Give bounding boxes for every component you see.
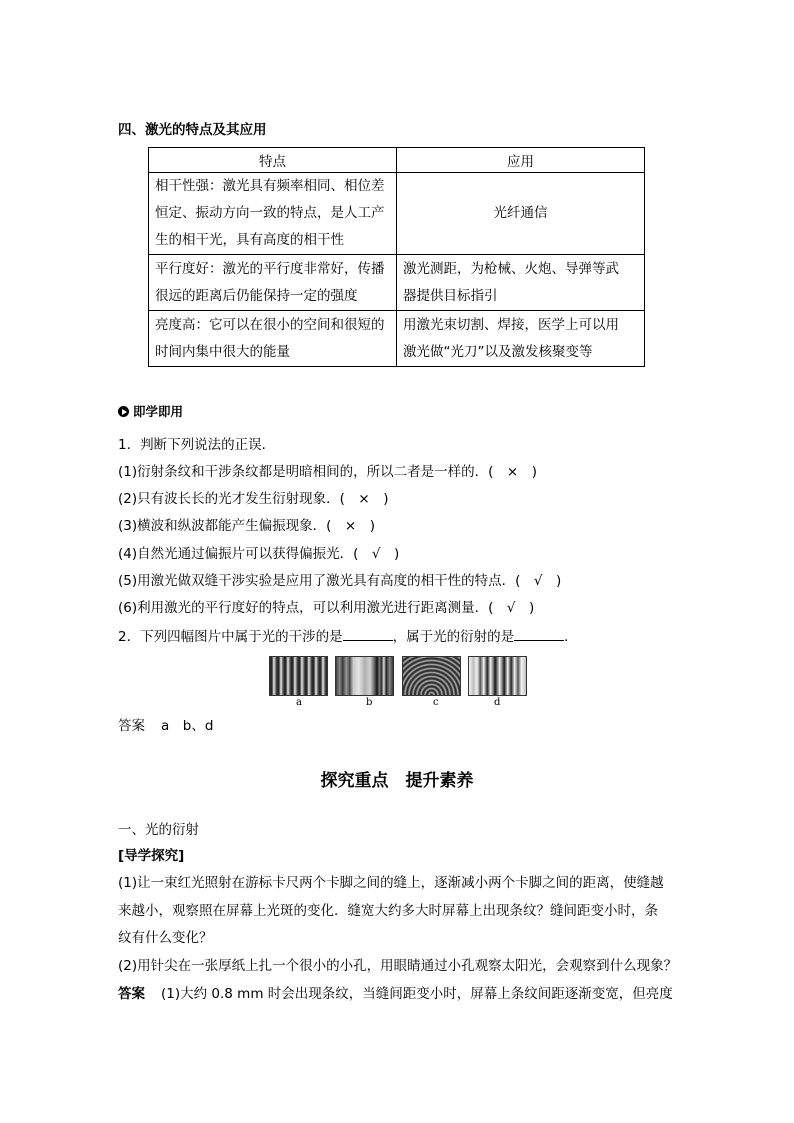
statement-5: (5)用激光做双缝干涉实验是应用了激光具有高度的相干性的特点．( √ )	[118, 573, 562, 589]
answer-value: a b、d	[161, 718, 214, 734]
statement-2: (2)只有波长长的光才发生衍射现象．( × )	[118, 491, 389, 507]
statement-1: (1)衍射条纹和干涉条纹都是明暗相间的，所以二者是一样的．( × )	[118, 464, 537, 480]
cell-line: 相干性强：激光具有频率相同、相位差	[155, 178, 385, 194]
cell-line: 平行度好：激光的平行度非常好，传播	[155, 260, 385, 277]
statement-6: (6)利用激光的平行度好的特点，可以利用激光进行距离测量．( √ )	[118, 600, 535, 616]
table-cell-application	[397, 173, 645, 255]
table-cell-feature	[149, 173, 397, 255]
cell-line: 光纤通信	[493, 205, 548, 221]
laser-feature-table	[148, 147, 645, 367]
answer-label: 答案	[118, 986, 145, 1002]
statement-4: (4)自然光通过偏振片可以获得偏振光．( √ )	[118, 546, 400, 562]
practice-heading-text: 即学即用	[133, 404, 184, 419]
question-1: 1．判断下列说法的正误．	[118, 437, 276, 453]
figure-label-d: d	[494, 697, 501, 708]
cell-line: 恒定、振动方向一致的特点，是人工产	[155, 205, 385, 221]
answer-blank-diffraction	[514, 627, 564, 641]
figure-c-circular-fringes	[402, 656, 461, 696]
cell-line: 激光做“光刀”以及激发核聚变等	[403, 343, 593, 360]
answer-blank-interference	[343, 627, 393, 641]
figure-a-interference-fringes	[269, 656, 328, 696]
cell-line: 器提供目标指引	[403, 287, 498, 304]
figure-d-diffraction-pattern	[468, 656, 527, 696]
play-circle-icon	[118, 406, 129, 417]
table-header-row	[149, 148, 645, 173]
table-cell-application	[397, 311, 645, 367]
q2-text-part2: ，属于光的衍射的是	[392, 629, 515, 645]
cell-line: 生的相干光，具有高度的相干性	[155, 232, 344, 248]
q2-text-part1: 2．下列四幅图片中属于光的干涉的是	[118, 629, 343, 645]
guide-label: [导学探究]	[118, 848, 185, 864]
q2-text-end: ．	[564, 629, 578, 645]
cell-line: 激光测距，为枪械、火炮、导弹等武	[403, 260, 619, 277]
practice-heading	[118, 404, 183, 420]
figure-b-single-slit-diffraction	[335, 656, 394, 696]
part1-line-4: (2)用针尖在一张厚纸上扎一个很小的小孔，用眼睛通过小孔观察太阳光，会观察到什么现象？	[118, 958, 678, 974]
cell-line: 很远的距离后仍能保持一定的强度	[155, 287, 358, 304]
part1-line-3: 纹有什么变化？	[118, 930, 213, 946]
answer-text: (1)大约 0.8 mm 时会出现条纹，当缝间距变小时，屏幕上条纹间距逐渐变宽，但亮度	[161, 986, 673, 1002]
cell-line: 用激光束切割、焊接，医学上可以用	[403, 316, 619, 333]
table-row	[149, 255, 645, 311]
cell-line: 亮度高：它可以在很小的空间和很短的	[155, 316, 385, 333]
table-cell-feature	[149, 311, 397, 367]
table-header-application: 应用	[397, 148, 645, 173]
question-2	[118, 627, 578, 645]
table-cell-application	[397, 255, 645, 311]
figure-label-a: a	[296, 697, 302, 708]
figure-label-c: c	[433, 697, 439, 708]
part1-answer	[118, 986, 673, 1002]
figure-label-b: b	[366, 697, 373, 708]
table-cell-feature	[149, 255, 397, 311]
part1-line-1: (1)让一束红光照射在游标卡尺两个卡脚之间的缝上，逐渐减小两个卡脚之间的距离，使缝越	[118, 875, 664, 891]
section-title-laser: 四、激光的特点及其应用	[118, 122, 267, 138]
cell-line: 时间内集中很大的能量	[155, 343, 290, 360]
practice-answer	[118, 718, 213, 734]
part1-line-2: 来越小，观察照在屏幕上光斑的变化．缝宽大约多大时屏幕上出现条纹？缝间距变小时，条	[118, 903, 658, 919]
answer-label: 答案	[118, 718, 145, 734]
statement-3: (3)横波和纵波都能产生偏振现象．( × )	[118, 518, 375, 534]
table-header-feature: 特点	[149, 148, 397, 173]
table-row	[149, 311, 645, 367]
table-row	[149, 173, 645, 255]
section-heading: 探究重点 提升素养	[320, 771, 474, 791]
part1-title: 一、光的衍射	[118, 822, 199, 838]
